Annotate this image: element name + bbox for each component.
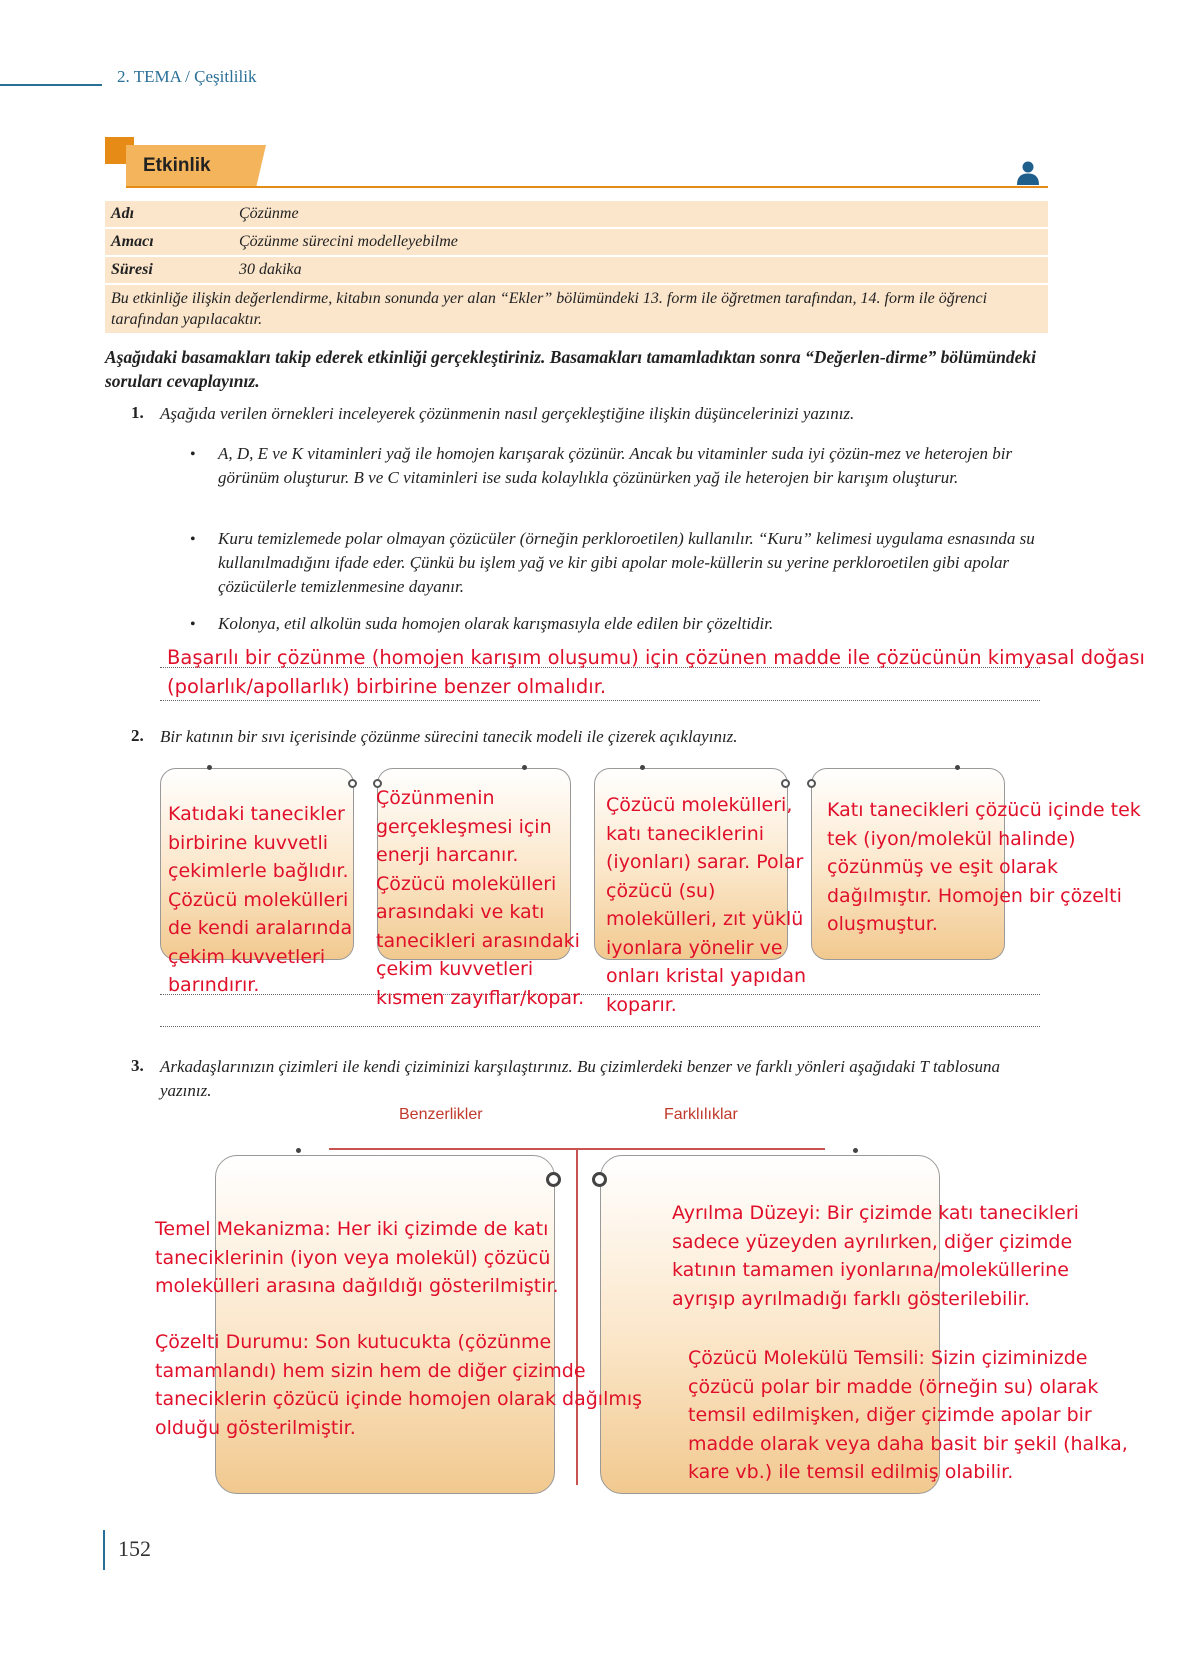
row-key: Amacı: [105, 229, 233, 255]
row-value: 30 dakika: [233, 257, 1048, 283]
dot-icon: [853, 1148, 858, 1153]
row-value: Çözünme sürecini modelleyebilme: [233, 229, 1048, 255]
bullet-icon: •: [190, 531, 196, 548]
person-icon: [1015, 161, 1041, 185]
q2-answer-3: Çözücü molekülleri, katı taneciklerini (iyonları) sarar. Polar çözücü (su) molekülleri, zıt yüklü iyonlara yönelir ve onları kristal yapıdan koparır.: [606, 794, 807, 1016]
question-1-text: Aşağıda verilen örnekleri inceleyerek çözünmenin nasıl gerçekleştiğine ilişkin düşüncelerinizi yazınız.: [160, 404, 855, 423]
question-1-number: 1.: [131, 403, 144, 422]
chapter-header: 2. TEMA / Çeşitlilik: [117, 67, 257, 86]
t-table-right-header: Farklılıklar: [664, 1106, 738, 1123]
row-key: Adı: [105, 201, 233, 227]
question-2-number: 2.: [131, 726, 144, 745]
dot-icon: [640, 765, 645, 770]
dot-icon: [955, 765, 960, 770]
table-row: [105, 229, 1048, 255]
t-table-left-header: Benzerlikler: [399, 1106, 483, 1123]
q2-answer-2: Çözünmenin gerçekleşmesi için enerji harcanır. Çözücü molekülleri arasındaki ve katı tanecikleri arasındaki çekim kuvvetleri kısmen zayıflar/kopar.: [376, 787, 585, 1009]
activity-info-table: [105, 199, 1048, 335]
q3-similarity-1: Temel Mekanizma: Her iki çizimde de katı taneciklerinin (iyon veya molekül) çözücü molekülleri arasına dağıldığı gösterilmiştir.: [155, 1218, 559, 1297]
question-3-number: 3.: [131, 1056, 144, 1075]
q2-answer-1: Katıdaki tanecikler birbirine kuvvetli çekimlerle bağlıdır. Çözücü molekülleri de kendi aralarında çekim kuvvetleri barındırır.: [168, 803, 353, 996]
page-number: 152: [118, 1536, 151, 1561]
q3-difference-2: Çözücü Molekülü Temsili: Sizin çiziminizde çözücü polar bir madde (örneğin su) olarak temsil edilmişken, diğer çizimde apolar bir madde olarak veya daha basit bir şekil (halka, kare vb.) ile temsil edilmiş olabilir.: [688, 1347, 1128, 1483]
q1-bullet: A, D, E ve K vitaminleri yağ ile homojen karışarak çözünür. Ancak bu vitaminler suda iyi çözün-mez ve heterojen bir görünüm oluşturur. B ve C vitaminleri ise suda kolaylıkla çözünürken yağ ile heterojen bir karışım oluşturur.: [218, 444, 1013, 487]
ring-icon: [348, 779, 357, 788]
dot-icon: [207, 765, 212, 770]
ring-icon: [592, 1172, 607, 1187]
activity-rule: [126, 186, 1048, 188]
ring-icon: [546, 1172, 561, 1187]
answer-line: [160, 1026, 1040, 1027]
q3-similarity-2: Çözelti Durumu: Son kutucukta (çözünme tamamlandı) hem sizin hem de diğer çizimde taneciklerin çözücü içinde homojen olarak dağılmış olduğu gösterilmiştir.: [155, 1331, 643, 1439]
assessment-note: Bu etkinliğe ilişkin değerlendirme, kitabın sonunda yer alan “Ekler” bölümündeki 13. form ile öğretmen tarafından, 14. form ile öğrenci tarafından yapılacaktır.: [105, 285, 1048, 333]
question-2-text: Bir katının bir sıvı içerisinde çözünme sürecini tanecik modeli ile çizerek açıklayınız.: [160, 727, 738, 746]
q1-bullet: Kuru temizlemede polar olmayan çözücüler (örneğin perkloroetilen) kullanılır. “Kuru” kelimesi uygulama esnasında su kullanılmadığını ifade eder. Çünkü bu işlem yağ ve kir gibi apolar mole-küllerin su yerine perkloroetilen gibi apolar çözücülerle temizlenmesine dayanır.: [218, 529, 1035, 596]
bullet-icon: •: [190, 616, 196, 633]
header-rule: [0, 84, 102, 86]
dot-icon: [296, 1148, 301, 1153]
ring-icon: [807, 779, 816, 788]
dot-icon: [522, 765, 527, 770]
bullet-icon: •: [190, 446, 196, 463]
instructions: Aşağıdaki basamakları takip ederek etkinliği gerçekleştiriniz. Basamakları tamamladıktan sonra “Değerlen-dirme” bölümündeki soruları cevaplayınız.: [105, 347, 1036, 391]
table-row: [105, 285, 1048, 333]
row-key: Süresi: [105, 257, 233, 283]
page-number-bar: [103, 1530, 105, 1570]
table-row: [105, 257, 1048, 283]
q3-difference-1: Ayrılma Düzeyi: Bir çizimde katı tanecikleri sadece yüzeyden ayrılırken, diğer çizimde katının tamamen iyonlarına/moleküllerine ayrışıp ayrılmadığı farklı gösterilebilir.: [672, 1202, 1079, 1310]
ring-icon: [781, 779, 790, 788]
q1-bullet: Kolonya, etil alkolün suda homojen olarak karışmasıyla elde edilen bir çözeltidir.: [218, 614, 774, 633]
table-row: [105, 201, 1048, 227]
question-3-text: Arkadaşlarınızın çizimleri ile kendi çiziminizi karşılaştırınız. Bu çizimlerdeki benzer ve farklı yönleri aşağıdaki T tablosuna yazınız.: [160, 1057, 1001, 1100]
row-value: Çözünme: [233, 201, 1048, 227]
similarities-box: [215, 1155, 555, 1494]
activity-label: Etkinlik: [143, 155, 211, 176]
q1-answer: Başarılı bir çözünme (homojen karışım oluşumu) için çözünen madde ile çözücünün kimyasal doğası (polarlık/apollarlık) birbirine benzer olmalıdır.: [167, 646, 1145, 698]
q2-answer-4: Katı tanecikleri çözücü içinde tek tek (iyon/molekül halinde) çözünmüş ve eşit olarak dağılmıştır. Homojen bir çözelti oluşmuştur.: [827, 799, 1141, 935]
